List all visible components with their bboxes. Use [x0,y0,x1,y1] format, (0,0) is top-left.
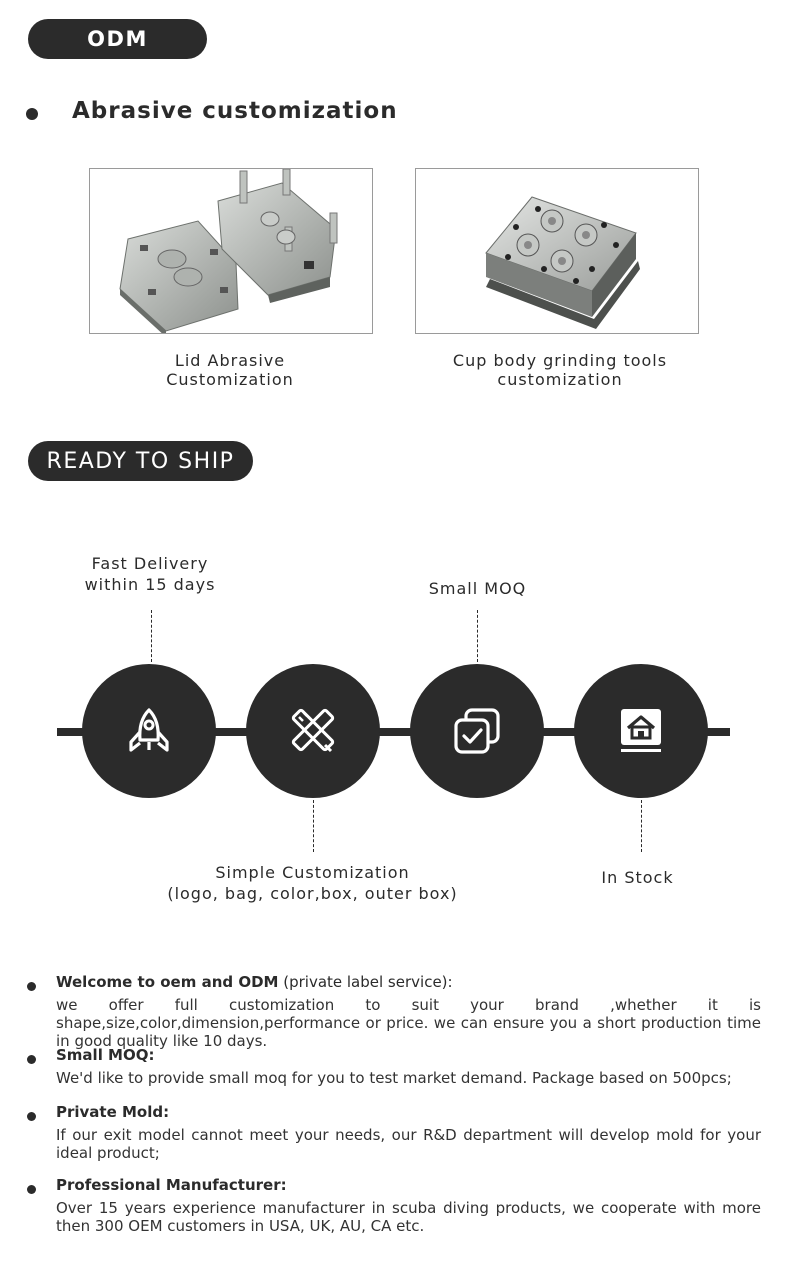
section-bullet [26,108,38,120]
odm-badge [28,19,207,59]
small-moq-circle [410,664,544,798]
connector-simple-customization [313,800,314,852]
warehouse-icon [616,706,666,756]
connector-fast-delivery [151,610,152,662]
info-text: we offer full customization to suit your brand ,whether it is shape,size,color,dimension,performance or price. we can ensure you a short production time in good quality like 10 days. [56,996,761,1050]
info-text: Over 15 years experience manufacturer in scuba diving products, we cooperate with more then 300 OEM customers in USA, UK, AU, CA etc. [56,1199,761,1235]
odm-label: ODM [87,27,148,51]
info-text: If our exit model cannot meet your needs, our R&D department will develop mold for your ideal product; [56,1126,761,1162]
connector-in-stock [641,800,642,852]
feature-in-stock: In Stock [601,868,674,887]
info-text: We'd like to provide small moq for you to test market demand. Package based on 500pcs; [56,1069,732,1087]
feature-small-moq: Small MOQ [428,579,527,598]
list-bullet [27,1055,36,1064]
list-bullet [27,1185,36,1194]
list-bullet [27,982,36,991]
in-stock-circle [574,664,708,798]
rocket-icon [124,706,174,756]
feature-simple-customization: Simple Customization (logo, bag, color,box, outer box) [167,863,458,903]
info-title: Small MOQ: [56,1046,155,1064]
feature-fast-delivery: Fast Delivery within 15 days [84,554,216,594]
simple-customization-circle [246,664,380,798]
fast-delivery-circle [82,664,216,798]
product-caption-cup: Cup body grinding tools customization [452,351,668,389]
mold-photo-icon [416,169,698,333]
stacked-checkbox-icon [452,706,502,756]
info-title [56,973,453,991]
product-caption-lid: Lid Abrasive Customization [166,351,294,389]
mold-photo-icon [90,169,372,333]
list-bullet [27,1112,36,1121]
section-title: Abrasive customization [72,98,398,124]
info-title: Professional Manufacturer: [56,1176,287,1194]
info-title-text: Welcome to oem and ODM [56,973,279,991]
cup-body-image [415,168,699,334]
ready-to-ship-label: READY TO SHIP [46,448,235,474]
info-title-suffix: (private label service): [278,973,453,991]
pencil-ruler-icon [287,705,339,757]
lid-abrasive-image [89,168,373,334]
connector-small-moq [477,610,478,662]
ready-to-ship-badge [28,441,253,481]
info-title: Private Mold: [56,1103,170,1121]
